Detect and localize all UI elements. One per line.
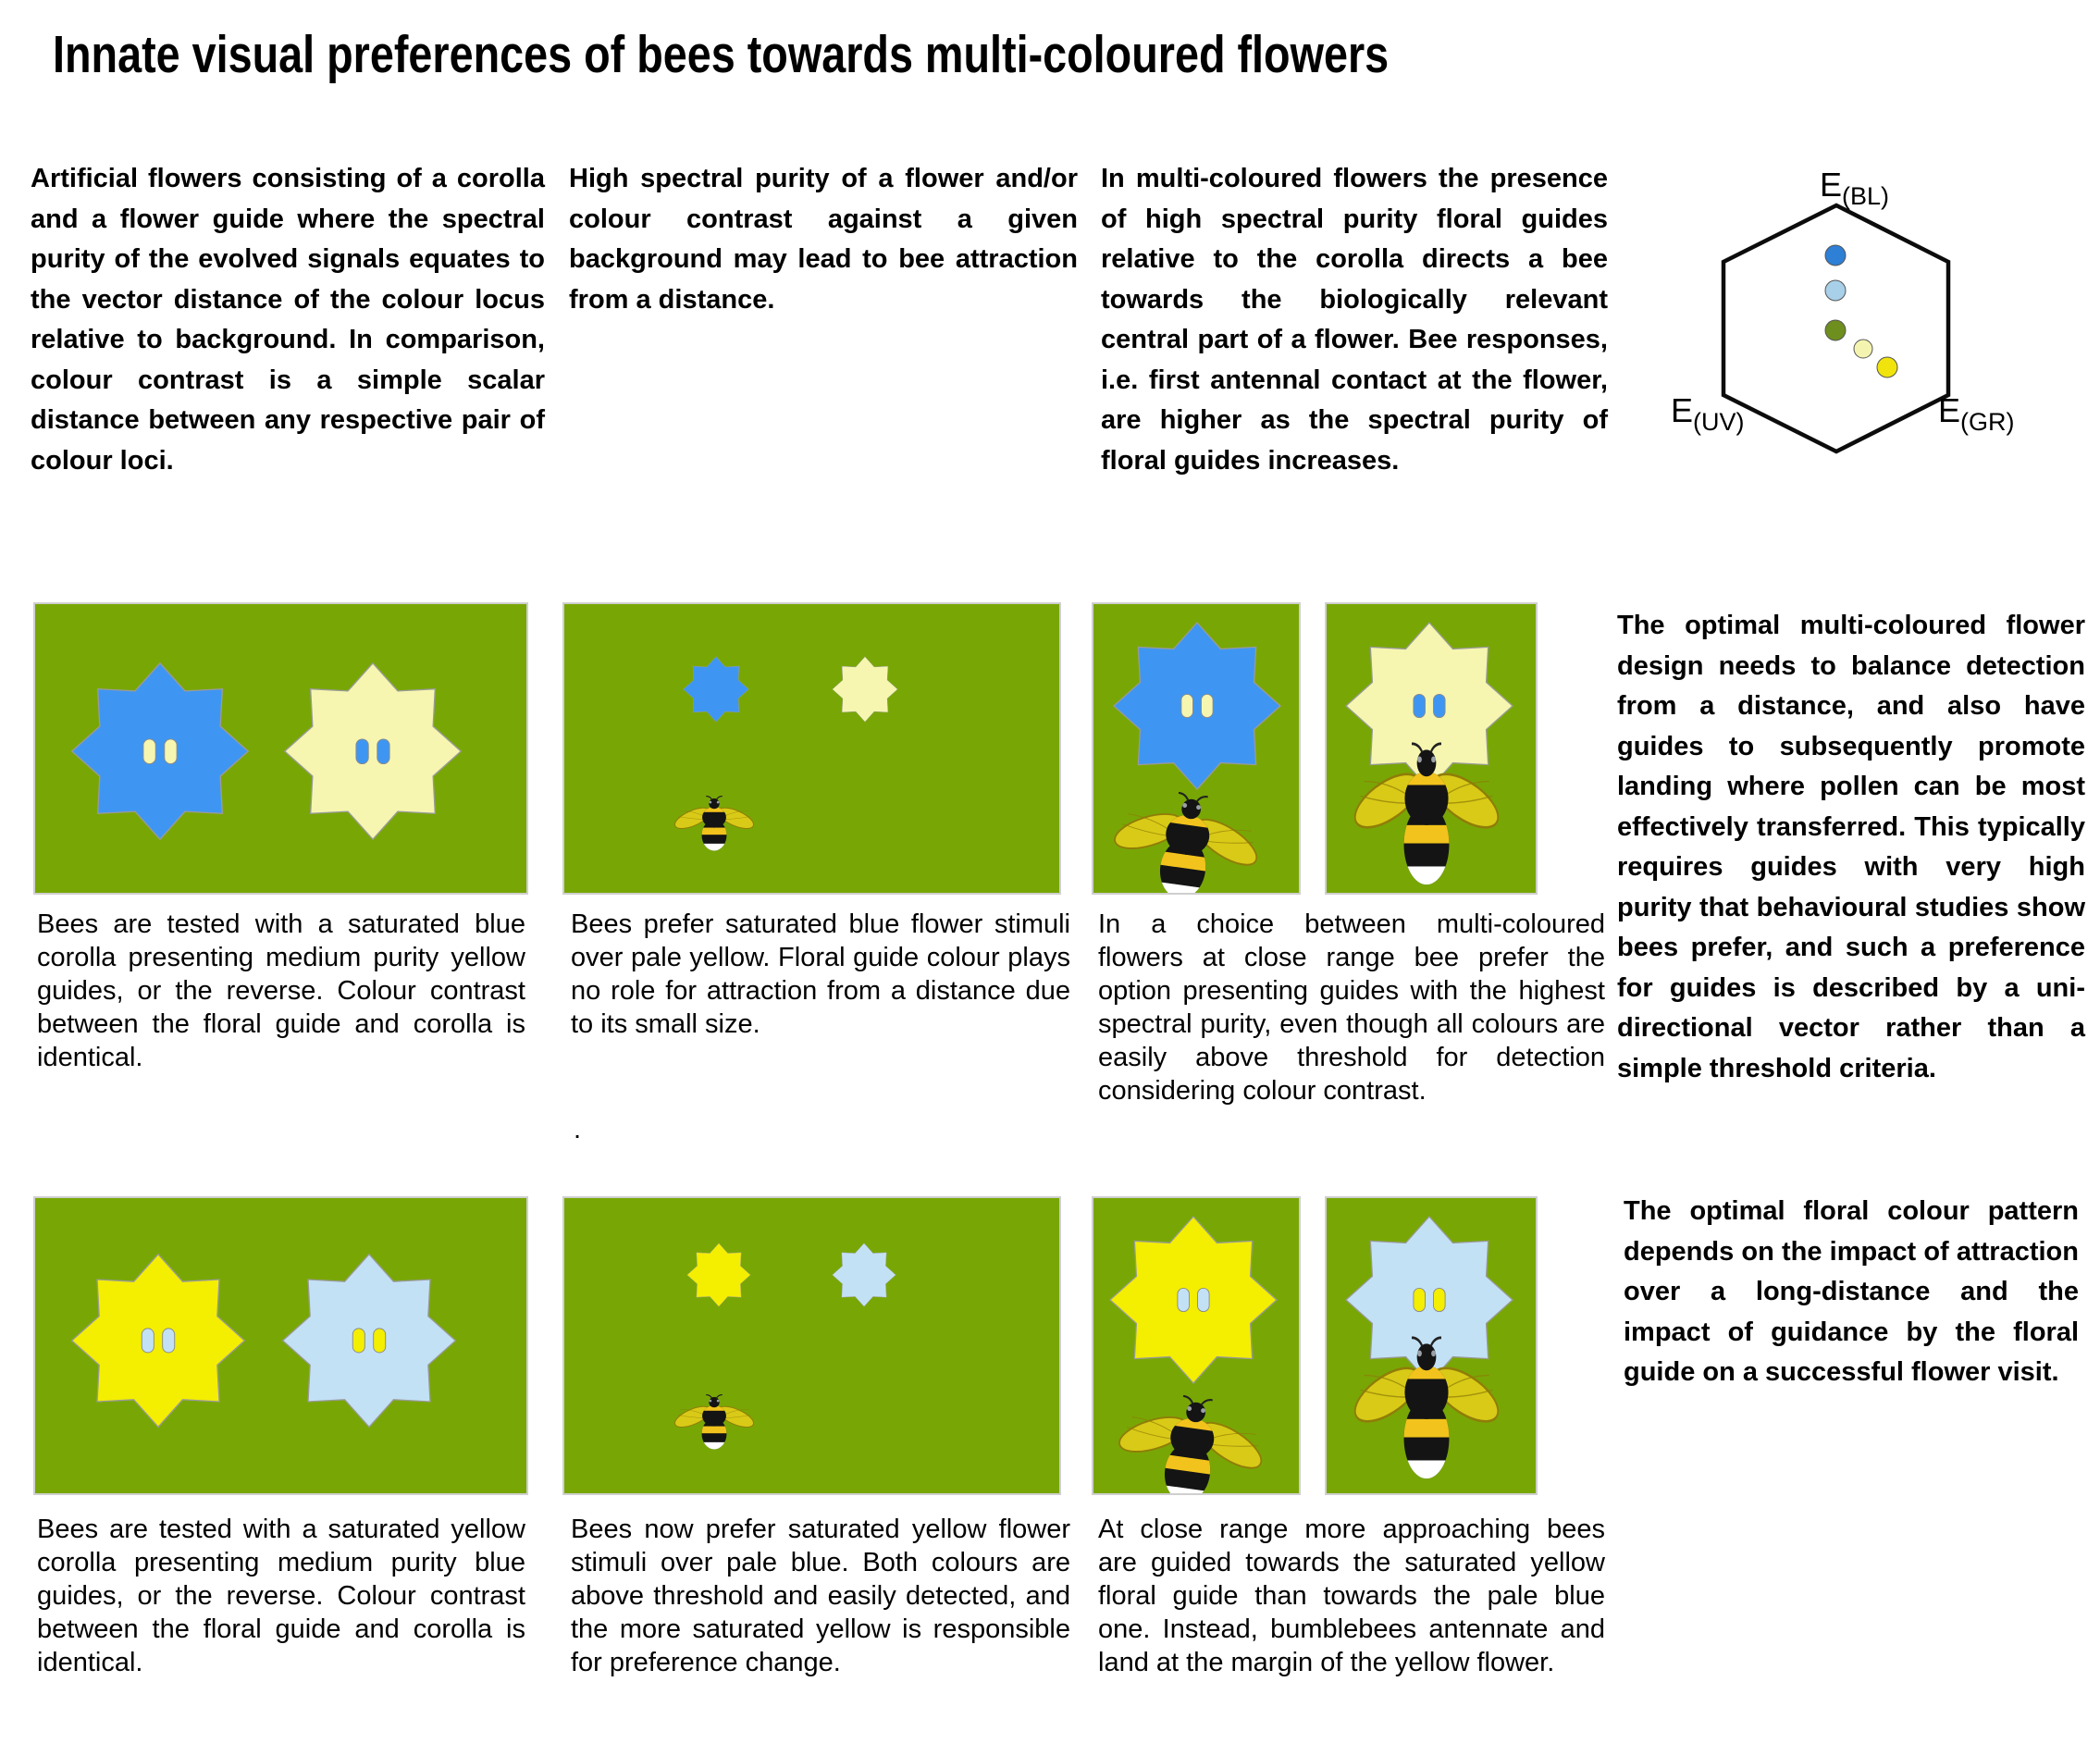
bee-icon: [672, 1395, 756, 1453]
panel-bottom-middle: [562, 1196, 1061, 1495]
small-flower-pale-yellow: [833, 657, 897, 722]
caption-top-left: Bees are tested with a saturated blue corolla presenting medium purity yellow guides, or the reverse. Colour contrast between the floral guide and corolla is identical.: [37, 909, 525, 1072]
axis-label-gr: $E_{(GR)}$: [1938, 391, 2015, 436]
panel-top-right-blue-choice: [1092, 602, 1301, 895]
bee-icon: [1350, 744, 1503, 894]
side-paragraph-2: The optimal floral colour pattern depends on the impact of attraction over a long-distance and the impact of guidance by the floral guide on a successful flower visit.: [1624, 1196, 2079, 1387]
panel-top-middle: [562, 602, 1061, 895]
stray-period: .: [574, 1115, 582, 1144]
axis-label-bl: $E_{(BL)}$: [1820, 166, 1890, 210]
panel-top-right-pale-yellow-choice: [1325, 602, 1538, 895]
axis-label-uv: $E_{(UV)}$: [1671, 391, 1745, 436]
panel-bottom-right-yellow-choice: [1092, 1196, 1301, 1495]
flower-yellow-corolla: [72, 1255, 245, 1428]
flower-pale-yellow-corolla: [285, 663, 461, 839]
colour-locus-pale-blue: [1825, 280, 1846, 301]
panel-bottom-right-pale-blue-choice: [1325, 1196, 1538, 1495]
small-flower-yellow: [687, 1243, 751, 1307]
bee-icon: [672, 797, 756, 855]
page-title: Innate visual preferences of bees towards multi-coloured flowers: [53, 25, 1390, 84]
colour-locus-saturated-blue: [1825, 245, 1846, 266]
panel-top-left: [33, 602, 528, 895]
colour-locus-background-green: [1825, 320, 1846, 340]
side-paragraph-1: The optimal multi-coloured flower design needs to balance detection from a distance, and also have guides to subsequently promote landing where pollen can be most effectively transferred. This typically requires guides with very high purity that behavioural studies show bees prefer, and such a preference for guides is described by a uni-directional vector rather than a simple threshold criteria.: [1617, 611, 2085, 1083]
intro-paragraph-1: Artificial flowers consisting of a corolla and a flower guide where the spectral purity of the evolved signals equates to the vector distance of the colour locus relative to background. In comparison, colour contrast is a simple scalar distance between any respective pair of colour loci.: [31, 164, 545, 476]
bee-icon: [1106, 1387, 1274, 1495]
bee-icon: [1102, 784, 1269, 895]
flower-pale-blue-corolla: [283, 1255, 456, 1428]
caption-bottom-right: At close range more approaching bees are guided towards the saturated yellow floral guide than towards the pale blue one. Instead, bumblebees antennate and land at the margin of the yellow flower.: [1098, 1515, 1605, 1677]
caption-top-middle: Bees prefer saturated blue flower stimuli over pale yellow. Floral guide colour plays no role for attraction from a distance due to its small size.: [571, 909, 1070, 1039]
panel-bottom-left: [33, 1196, 528, 1495]
small-flower-pale-blue: [833, 1243, 896, 1307]
bee-icon: [1350, 1338, 1503, 1488]
flower-blue-corolla: [1114, 623, 1280, 789]
caption-bottom-left: Bees are tested with a saturated yellow corolla presenting medium purity blue guides, or the reverse. Colour contrast between the floral guide and corolla is identical.: [37, 1515, 525, 1677]
caption-bottom-middle: Bees now prefer saturated yellow flower stimuli over pale blue. Both colours are above threshold and easily detected, and the more saturated yellow is responsible for preference change.: [571, 1515, 1070, 1677]
caption-top-right: In a choice between multi-coloured flowers at close range bee prefer the option presenting guides with the highest spectral purity, even though all colours are easily above threshold for detection considering colour contrast.: [1098, 909, 1605, 1106]
colour-locus-saturated-yellow: [1877, 357, 1897, 377]
colour-locus-pale-yellow: [1854, 340, 1872, 358]
flower-yellow-corolla: [1110, 1217, 1277, 1383]
small-flower-blue: [684, 657, 748, 722]
colour-hexagon: [1637, 148, 2026, 481]
intro-paragraph-2: High spectral purity of a flower and/or colour contrast against a given background may lead to bee attraction from a distance.: [569, 164, 1078, 315]
colour-hexagon-block: [1637, 148, 2026, 486]
intro-paragraph-3: In multi-coloured flowers the presence of high spectral purity floral guides relative to the corolla directs a bee towards the biologically relevant central part of a flower. Bee responses, i.e. first antennal contact at the flower, are higher as the spectral purity of floral guides increases.: [1101, 164, 1608, 476]
flower-blue-corolla: [72, 663, 248, 839]
